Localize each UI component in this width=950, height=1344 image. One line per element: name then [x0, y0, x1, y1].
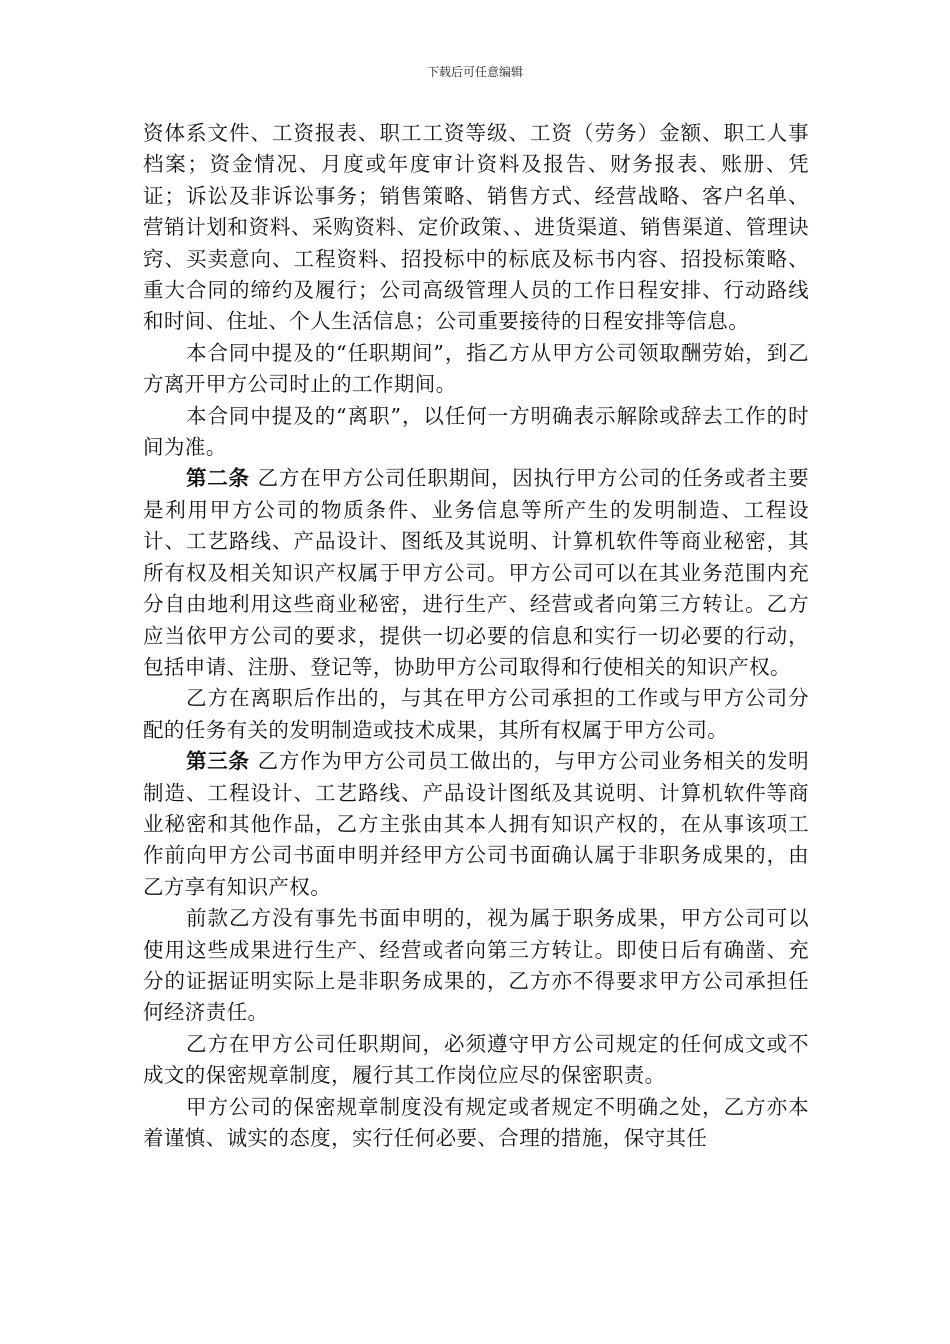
article-number: 第三条 — [186, 749, 250, 774]
paragraph-undeclared-results — [143, 903, 809, 1029]
paragraph-definition-resignation — [143, 401, 809, 464]
paragraph-article-2 — [143, 463, 809, 683]
paragraph-continued-list — [143, 118, 809, 338]
paragraph-unspecified-rules — [143, 1092, 809, 1155]
paragraph-text: 甲方公司的保密规章制度没有规定或者规定不明确之处，乙方亦本着谨慎、诚实的态度，实行任何必要、合理的措施，保守其任 — [143, 1094, 809, 1150]
paragraph-text: 本合同中提及的“离职”，以任何一方明确表示解除或辞去工作的时间为准。 — [143, 403, 809, 460]
paragraph-article-3 — [143, 746, 809, 903]
paragraph-text: 前款乙方没有事先书面申明的，视为属于职务成果，甲方公司可以使用这些成果进行生产、经营或者向第三方转让。即使日后有确凿、充分的证据证明实际上是非职务成果的，乙方亦不得要求甲方公司承担任何经济责任。 — [143, 906, 809, 1025]
paragraph-confidentiality-rules — [143, 1029, 809, 1092]
paragraph-text: 乙方在甲方公司任职期间，必须遵守甲方公司规定的任何成文或不成文的保密规章制度，履行其工作岗位应尽的保密职责。 — [143, 1031, 809, 1088]
document-body — [143, 118, 809, 1154]
paragraph-definition-tenure — [143, 338, 809, 401]
paragraph-text: 本合同中提及的“任职期间”，指乙方从甲方公司领取酬劳始，到乙方离开甲方公司时止的工作期间。 — [143, 340, 809, 397]
paragraph-text: 资体系文件、工资报表、职工工资等级、工资（劳务）金额、职工人事档案；资金情况、月度或年度审计资料及报告、财务报表、账册、凭证；诉讼及非诉讼事务；销售策略、销售方式、经营战略、客户名单、营销计划和资料、采购资料、定价政策、、进货渠道、销售渠道、管理诀窍、买卖意向、工程资料、招投标中的标底及标书内容、招投标策略、重大合同的缔约及履行；公司高级管理人员的工作日程安排、行动路线和时间、住址、个人生活信息；公司重要接待的日程安排等信息。 — [143, 121, 809, 334]
page-header-note: 下载后可任意编辑 — [426, 65, 523, 79]
article-number: 第二条 — [186, 466, 250, 491]
paragraph-text: 乙方在离职后作出的，与其在甲方公司承担的工作或与甲方公司分配的任务有关的发明制造或技术成果，其所有权属于甲方公司。 — [143, 686, 809, 742]
paragraph-text: 乙方在甲方公司任职期间，因执行甲方公司的任务或者主要是利用甲方公司的物质条件、业务信息等所产生的发明制造、工程设计、工艺路线、产品设计、图纸及其说明、计算机软件等商业秘密，其所有权及相关知识产权属于甲方公司。甲方公司可以在其业务范围内充分自由地利用这些商业秘密，进行生产、经营或者向第三方转让。乙方应当依甲方公司的要求，提供一切必要的信息和实行一切必要的行动，包括申请、注册、登记等，协助甲方公司取得和行使相关的知识产权。 — [143, 466, 809, 679]
paragraph-text: 乙方作为甲方公司员工做出的，与甲方公司业务相关的发明制造、工程设计、工艺路线、产品设计图纸及其说明、计算机软件等商业秘密和其他作品，乙方主张由其本人拥有知识产权的，在从事该项工作前向甲方公司书面申明并经甲方公司书面确认属于非职务成果的，由乙方享有知识产权。 — [143, 749, 809, 899]
paragraph-post-resignation-results — [143, 683, 809, 746]
